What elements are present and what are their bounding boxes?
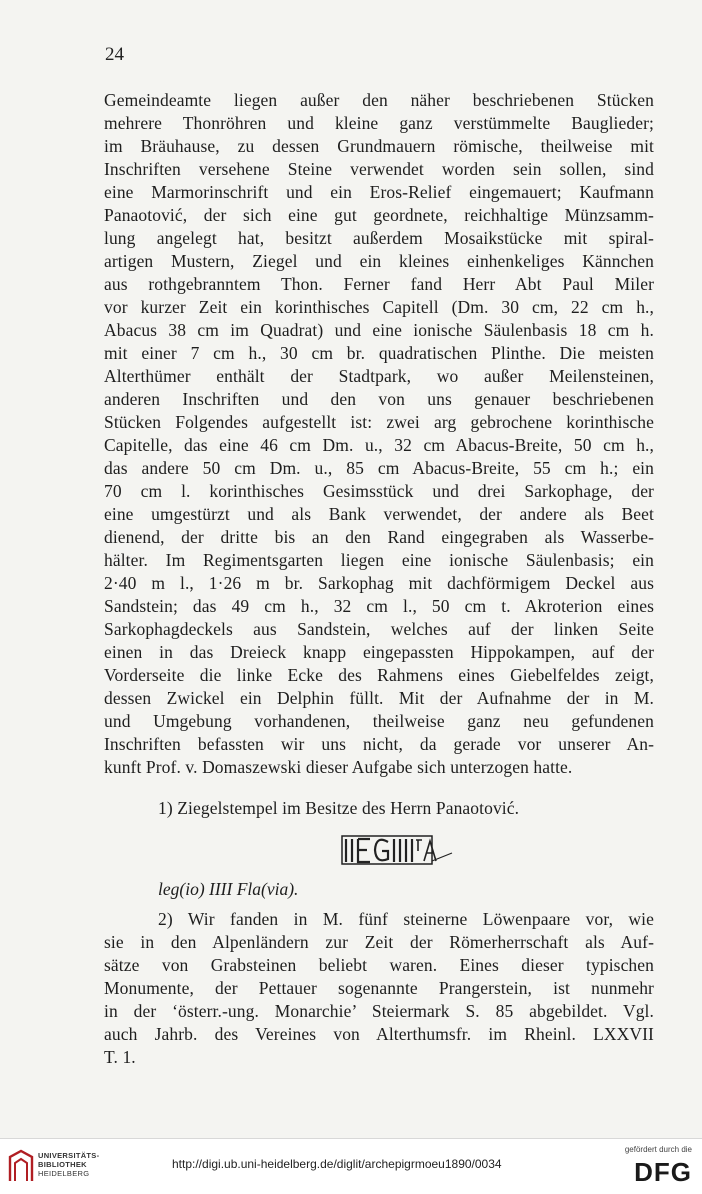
body-text-line: eine umgestürzt und als Bank verwendet, der andere als Beet (104, 504, 654, 524)
footnote-1 (104, 797, 654, 820)
footnote-2-line: sätze von Grabsteinen beliebt waren. Eines dieser typischen (104, 955, 654, 975)
page-number: 24 (105, 44, 124, 65)
footnote-2-line: auch Jahrb. des Vereines von Alterthumsfr. im Rheinl. LXXVII (104, 1024, 654, 1044)
funder-caption: gefördert durch die (624, 1145, 692, 1154)
dfg-logo: DFG (634, 1157, 692, 1187)
footnote-2 (104, 908, 654, 1069)
library-logo-icon (8, 1149, 34, 1183)
body-text-line: im Bräuhause, zu dessen Grundmauern römische, theilweise mit (104, 136, 654, 156)
body-text-line: anderen Inschriften und den von uns genauer beschriebenen (104, 389, 654, 409)
footer-bar (0, 1138, 702, 1194)
body-text-line: Stücken Folgendes aufgestellt ist: zwei arg gebrochene korinthische (104, 412, 654, 432)
footnote-2-line: Monumente, der Pettauer sogenannte Prangerstein, ist nunmehr (104, 978, 654, 998)
body-text-line: und Umgebung vorhandenen, theilweise ganz neu gefundenen (104, 711, 654, 731)
library-line-2: BIBLIOTHEK (38, 1160, 87, 1169)
body-text-line: mehrere Thonröhren und kleine ganz verstümmelte Bauglieder; (104, 113, 654, 133)
body-text-line: Sarkophagdeckels aus Sandstein, welches auf der linken Seite (104, 619, 654, 639)
body-text-line: einen in das Dreieck knapp eingepassten Hippokampen, auf der (104, 642, 654, 662)
body-text-line: Gemeindeamte liegen außer den näher beschriebenen Stücken (104, 90, 654, 110)
body-text-line: lung angelegt hat, besitzt außerdem Mosaikstücke mit spiral- (104, 228, 654, 248)
body-text-line: 70 cm l. korinthisches Gesimsstück und drei Sarkophage, der (104, 481, 654, 501)
body-text-line: dienend, der dritte bis an den Rand eingegraben als Wasserbe- (104, 527, 654, 547)
body-text-line: vor kurzer Zeit ein korinthisches Capitell (Dm. 30 cm, 22 cm h., (104, 297, 654, 317)
page-url-link[interactable]: http://digi.ub.uni-heidelberg.de/diglit/archepigrmoeu1890/0034 (172, 1157, 502, 1171)
brick-stamp-image (336, 833, 456, 867)
body-text-line: eine Marmorinschrift und ein Eros-Relief eingemauert; Kaufmann (104, 182, 654, 202)
footnote-2-line: sie in den Alpenländern zur Zeit der Römerherrschaft als Auf- (104, 932, 654, 952)
body-text-line: artigen Mustern, Ziegel und ein kleines einhenkeliges Kännchen (104, 251, 654, 271)
body-text-line: dessen Zwickel ein Delphin füllt. Mit der Aufnahme der in M. (104, 688, 654, 708)
stamp-caption: leg(io) IIII Fla(via). (158, 879, 299, 899)
library-line-3: HEIDELBERG (38, 1169, 90, 1178)
body-text-line: hälter. Im Regimentsgarten liegen eine ionische Säulenbasis; ein (104, 550, 654, 570)
body-text-line: Panaotović, der sich eine gut geordnete, reichhaltige Münzsamm- (104, 205, 654, 225)
body-text-line: mit einer 7 cm h., 30 cm br. quadratischen Plinthe. Die meisten (104, 343, 654, 363)
body-text-line: Inschriften versehene Steine verwendet worden sein sollen, sind (104, 159, 654, 179)
body-text-line: aus rothgebranntem Thon. Ferner fand Herr Abt Paul Miler (104, 274, 654, 294)
body-text (104, 89, 654, 779)
footnote-2-line: T. 1. (104, 1047, 136, 1067)
body-text-line: Inschriften befassten wir uns nicht, da gerade vor unserer An- (104, 734, 654, 754)
footnote-2-line: in der ‘österr.-ung. Monarchie’ Steiermark S. 85 abgebildet. Vgl. (104, 1001, 654, 1021)
body-text-line: kunft Prof. v. Domaszewski dieser Aufgabe sich unterzogen hatte. (104, 757, 573, 777)
body-text-line: Capitelle, das eine 46 cm Dm. u., 32 cm Abacus-Breite, 50 cm h., (104, 435, 654, 455)
body-text-line: Abacus 38 cm im Quadrat) und eine ionische Säulenbasis 18 cm h. (104, 320, 654, 340)
body-text-line: das andere 50 cm Dm. u., 85 cm Abacus-Breite, 55 cm h.; ein (104, 458, 654, 478)
body-text-line: Alterthümer enthält der Stadtpark, wo außer Meilensteinen, (104, 366, 654, 386)
library-line-1: UNIVERSITÄTS- (38, 1151, 100, 1160)
footnote-1-text: 1) Ziegelstempel im Besitze des Herrn Panaotović. (158, 798, 520, 818)
body-text-line: 2·40 m l., 1·26 m br. Sarkophag mit dachförmigem Deckel aus (104, 573, 654, 593)
footnote-2-line: 2) Wir fanden in M. fünf steinerne Löwenpaare vor, wie (158, 909, 654, 929)
brick-stamp-drawing (336, 833, 456, 867)
body-text-line: Sandstein; das 49 cm h., 32 cm l., 50 cm t. Akroterion eines (104, 596, 654, 616)
body-text-line: Vorderseite die linke Ecke des Rahmens eines Giebelfeldes zeigt, (104, 665, 654, 685)
library-name (38, 1151, 99, 1178)
